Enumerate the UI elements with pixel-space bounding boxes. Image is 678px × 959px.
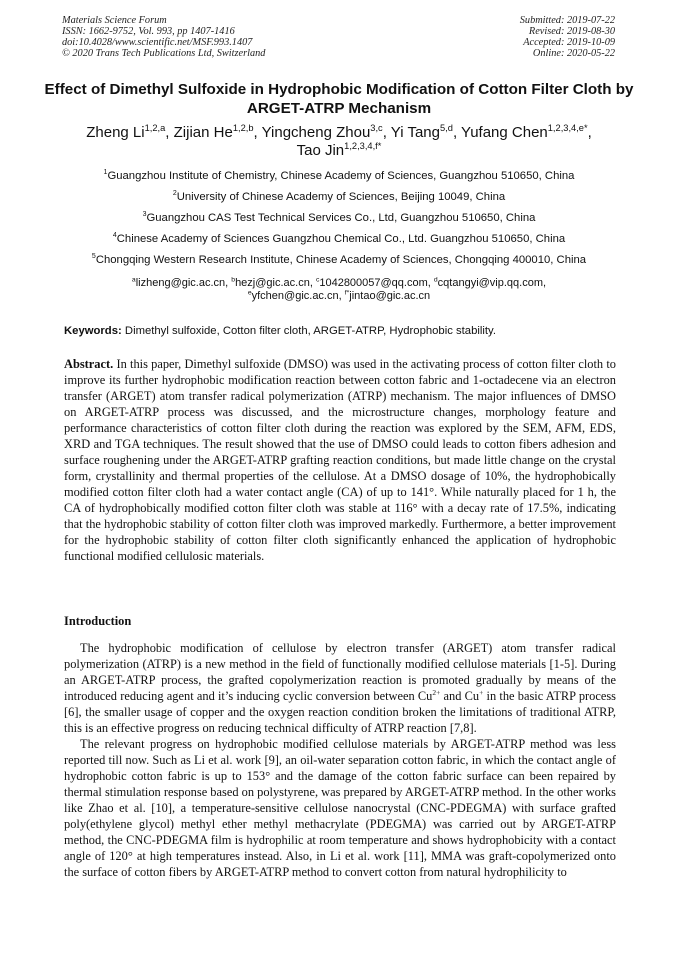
accepted-date: Accepted: 2019-10-09 — [523, 37, 615, 48]
abstract-text: In this paper, Dimethyl sulfoxide (DMSO) was used in the activating process of cotton filter cloth to improve its further hydrophobic modification reaction between cotton fabric and 1-octadecene via an electron transfer (ARGET) atom transfer radical polymerization (ATRP) mechanism. The major influences of DMSO on ARGET-ATRP process was discussed, and the microstructure changes, morphology feature and performance characteristics of cotton filter cloth during the reaction was explored by the SEM, AFM, EDS, XRD and TGA techniques. The result showed that the use of DMSO could leads to cotton fibers adhesion and surface roughening under the ARGET-ATRP grafting reaction conditions, but made little change on the crystal form, crystallinity and thermal properties of the cellulose. At a DMSO dosage of 10%, the hydrophobically modified cotton filter cloth had a water contact angle (CA) of up to 141°. While naturally placed for 1 h, the CA of hydrophobically modified cotton filter cloth was stable at 116° with a decay rate of 17.5%, indicating that the hydrophobic stability of cotton filter cloth was improved markedly. Furthermore, a better improvement for the hydrophobic stability of cotton filter cloth significantly enhanced the application of hydrophobic functional modified cellulosic materials. — [64, 357, 616, 563]
journal-header — [62, 15, 265, 59]
email-link[interactable]: $^{f*}$jintao@gic.ac.cn — [344, 289, 431, 302]
author: Tao Jin$^{1,2,3,4,f*}$ — [296, 141, 382, 159]
author-list — [40, 124, 638, 160]
affiliation: $^2$University of Chinese Academy of Sciences, Beijing 10049, China — [172, 190, 506, 203]
introduction-body — [64, 640, 616, 880]
abstract — [64, 356, 616, 564]
author: Yingcheng Zhou$^{3,c}$, — [261, 123, 391, 141]
email-link[interactable]: $^e$yfchen@gic.ac.cn, — [247, 289, 345, 302]
email-link[interactable]: $^c$1042800057@qq.com, — [315, 276, 434, 289]
email-link[interactable]: $^b$hezj@gic.ac.cn, — [231, 276, 316, 289]
author: Yi Tang$^{5,d}$, — [390, 123, 462, 141]
online-date: Online: 2020-05-22 — [532, 48, 615, 59]
keywords-text: Dimethyl sulfoxide, Cotton filter cloth, ARGET-ATRP, Hydrophobic stability. — [121, 325, 496, 337]
paragraph: The relevant progress on hydrophobic modified cellulose materials by ARGET-ATRP method was less reported till now. Such as Li et al. work [9], an oil-water separation cotton fabric, in which the contact angle of hydrophobic cotton fabric is up to 153° and the damage of the cotton fabric surface can been repaired by thermal stimulation response based on polystyrene, was prepared by ARGET-ATRP method. In the other works like Zhao et al. [10], a temperature-sensitive cellulose nanocrystal (CNC-PDEGMA) with surface grafted poly(ethylene glycol) methyl ether methyl methacrylate (PDEGMA) was carried out by ARGET-ATRP method, the CNC-PDEGMA film is hydrophilic at room temperature and shows hydrophobicity with a contact angle of 120° at high temperatures instead. Also, in Li et al. work [11], MMA was graft-copolymerized onto the surface of cotton fibers by ARGET-ATRP method to convert cotton from natural hydrophilicity to — [64, 737, 616, 879]
keywords — [64, 324, 616, 338]
affiliation: $^4$Chinese Academy of Sciences Guangzhou Chemical Co., Ltd. Guangzhou 510650, China — [112, 232, 566, 245]
journal-name: Materials Science Forum — [62, 15, 167, 26]
journal-issn: ISSN: 1662-9752, Vol. 993, pp 1407-1416 — [62, 26, 235, 37]
author: Zheng Li$^{1,2,a}$, — [86, 123, 174, 141]
email-link[interactable]: $^a$lizheng@gic.ac.cn, — [131, 276, 232, 289]
paper-title: Effect of Dimethyl Sulfoxide in Hydrophobic Modification of Cotton Filter Cloth by ARGET-ATRP Mechanism — [44, 81, 634, 117]
revised-date: Revised: 2019-08-30 — [528, 26, 615, 37]
email-link[interactable]: $^d$cqtangyi@vip.qq.com, — [433, 276, 547, 289]
affiliation: $^5$Chongqing Western Research Institute, Chinese Academy of Sciences, Chongqing 400010, China — [91, 253, 587, 266]
journal-doi[interactable]: doi:10.4028/www.scientific.net/MSF.993.1407 — [62, 37, 253, 48]
email-list — [30, 277, 648, 303]
author: Zijian He$^{1,2,b}$, — [173, 123, 262, 141]
affiliation: $^1$Guangzhou Institute of Chemistry, Chinese Academy of Sciences, Guangzhou 510650, China — [103, 169, 575, 182]
keywords-label: Keywords: — [64, 325, 122, 337]
dates-header — [520, 15, 615, 59]
affiliation: $^3$Guangzhou CAS Test Technical Services Co., Ltd, Guangzhou 510650, China — [142, 211, 536, 224]
paragraph: The hydrophobic modification of cellulose by electron transfer (ARGET) atom transfer radical polymerization (ATRP) is a new method in the field of functionally modified cellulose materials [1-5]. During an ARGET-ATRP process, the grafted copolymerization reaction is promoted gradually by means of the introduced reducing agent and it’s inducing cyclic conversion between $Cu^{2+}$ and Cu+ in the basic ATRP process [6], the smaller usage of copper and the oxygen reaction condition broken the limitations of traditional ATRP, this is an effective progress on reducing technical difficulty of ATRP reaction [7,8]. — [64, 641, 616, 735]
abstract-label: Abstract. — [64, 357, 114, 371]
submitted-date: Submitted: 2019-07-22 — [519, 15, 615, 26]
section-heading: Introduction — [64, 614, 132, 628]
journal-copyright: © 2020 Trans Tech Publications Ltd, Switzerland — [62, 48, 266, 59]
author: Yufang Chen$^{1,2,3,4,e*}$, — [461, 123, 592, 141]
